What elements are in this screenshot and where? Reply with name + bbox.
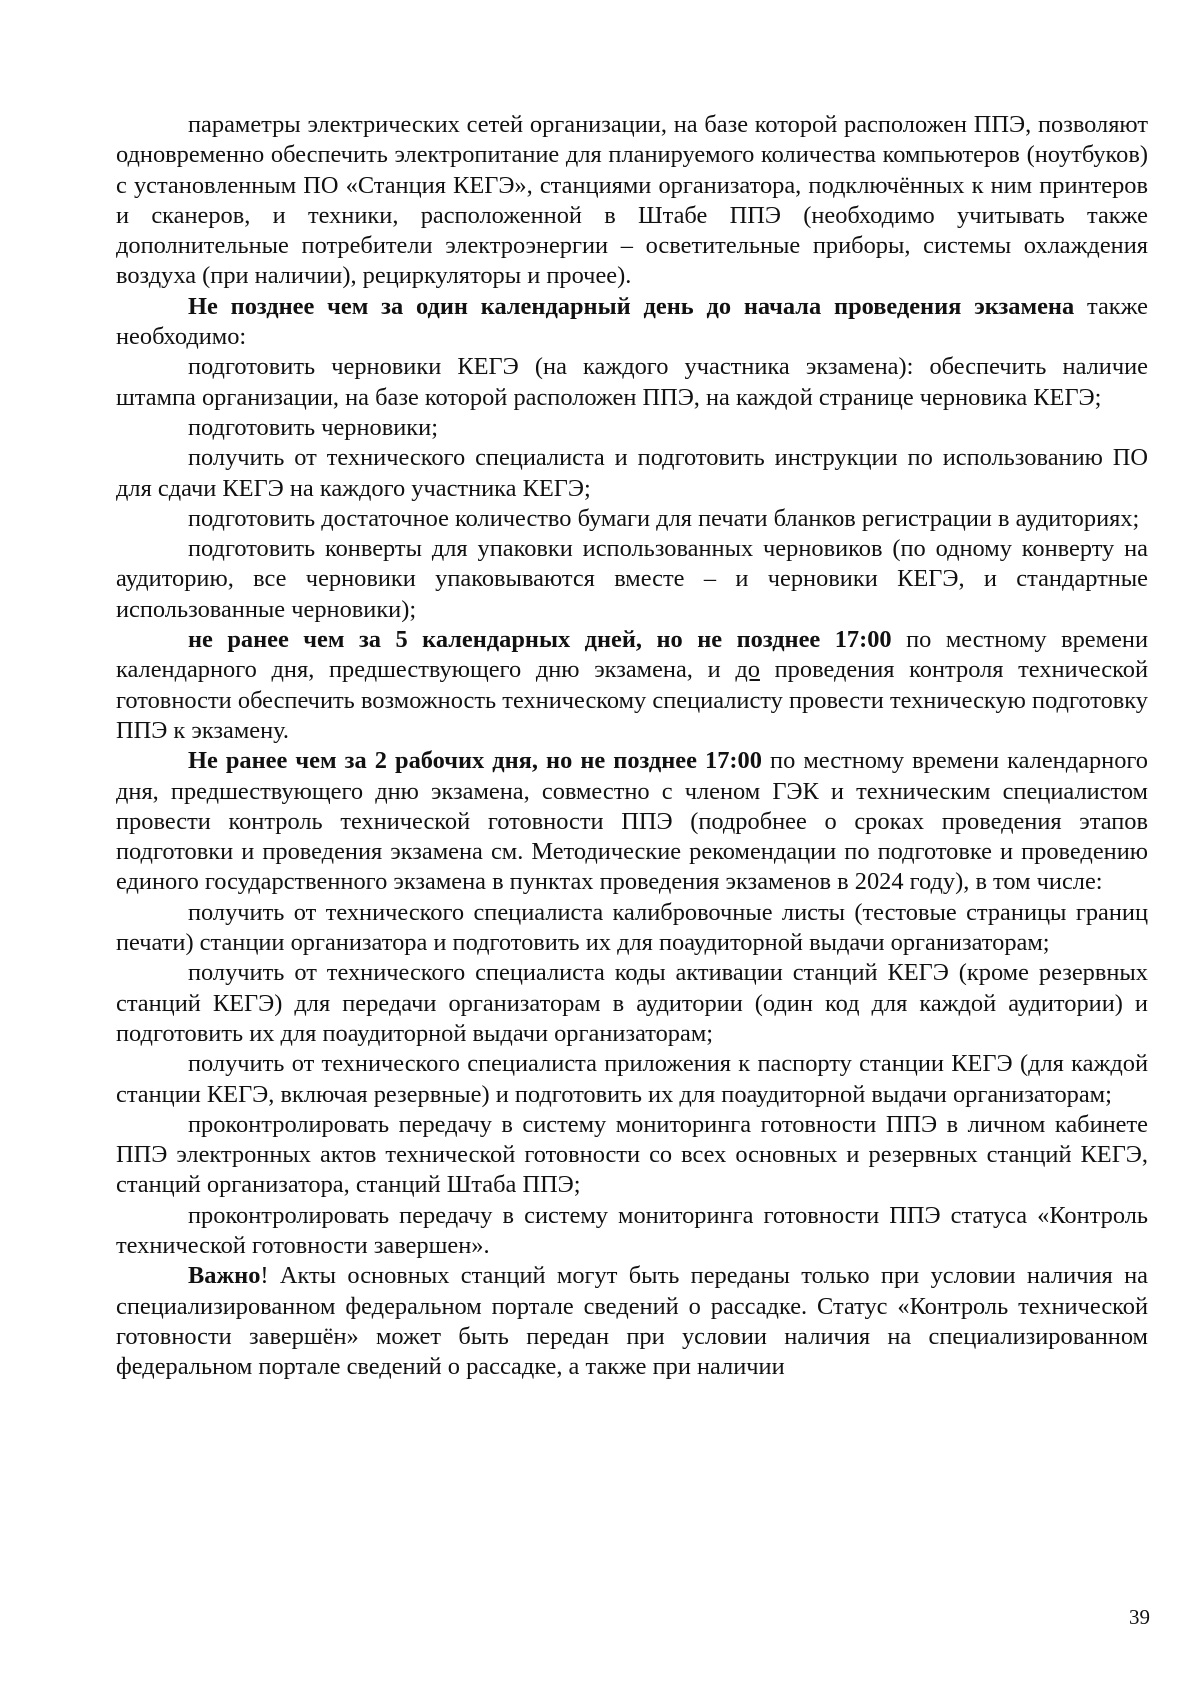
page-number: 39 <box>1129 1605 1150 1629</box>
paragraph-text: подготовить черновики; <box>188 413 438 441</box>
list-item-passport-appendices <box>116 1049 1148 1110</box>
paragraph-one-day-before <box>116 292 1148 353</box>
list-item-instructions <box>116 443 1148 504</box>
paragraph-text: получить от технического специалиста калибровочные листы (тестовые страницы границ печати) станции организатора и подготовить их для поаудиторной выдачи организаторам; <box>116 898 1148 957</box>
list-item-calibration-sheets <box>116 898 1148 959</box>
list-item-paper <box>116 504 1148 534</box>
list-item-electronic-acts <box>116 1110 1148 1201</box>
list-item-drafts <box>116 413 1148 443</box>
paragraph-text: по местному времени календарного дня, предшествующего дню экзамена, совместно с членом ГЭК и техническим специалистом провести контроль технической готовности ППЭ (подробнее о сроках проведения этапов подготовки и проведения экзамена см. Методические рекомендации по подготовке и проведению единого государственного экзамена в пунктах проведения экзаменов в 2024 году), в том числе: <box>116 747 1149 896</box>
paragraph-bold-lead: Важно <box>188 1262 261 1290</box>
paragraph-text: подготовить достаточное количество бумаги для печати бланков регистрации в аудиториях; <box>188 504 1140 532</box>
paragraph-text: получить от технического специалиста коды активации станций КЕГЭ (кроме резервных станций КЕГЭ) для передачи организаторам в аудитории (один код для каждой аудитории) и подготовить их для поаудиторной выдачи организаторам; <box>116 959 1148 1047</box>
paragraph-text: проведения контроля технической готовности обеспечить возможность техническому специалисту провести техническую подготовку ППЭ к экзамену. <box>116 656 1148 744</box>
paragraph-important <box>116 1261 1148 1382</box>
paragraph-two-days-before <box>116 746 1148 897</box>
paragraph-text: подготовить конверты для упаковки использованных черновиков (по одному конверту на аудиторию, все черновики упаковываются вместе – и черновики КЕГЭ, и стандартные использованные черновики); <box>116 535 1148 623</box>
list-item-envelopes <box>116 534 1148 625</box>
paragraph-text: по местному времени календарного дня, предшествующего дню экзамена, и <box>116 626 1148 684</box>
paragraph-text: проконтролировать передачу в систему мониторинга готовности ППЭ в личном кабинете ППЭ электронных актов технической готовности со всех основных и резервных станций КЕГЭ, станций организатора, станций Штаба ППЭ; <box>116 1110 1148 1199</box>
document-body <box>116 110 1148 1382</box>
paragraph-power-requirements <box>116 110 1148 292</box>
paragraph-text: параметры электрических сетей организации, на базе которой расположен ППЭ, позволяют одновременно обеспечить электропитание для планируемого количества компьютеров (ноутбуков) с установленным ПО «Станция КЕГЭ», станциями организатора, подключённых к ним принтеров и сканеров, и техники, расположенной в Штабе ППЭ (необходимо учитывать также дополнительные потребители электроэнергии – осветительные приборы, системы охлаждения воздуха (при наличии), рециркуляторы и прочее). <box>116 111 1148 290</box>
paragraph-text: получить от технического специалиста и подготовить инструкции по использованию ПО для сдачи КЕГЭ на каждого участника КЕГЭ; <box>116 444 1148 502</box>
paragraph-text: ! Акты основных станций могут быть переданы только при условии наличия на специализированном федеральном портале сведений о рассадке. Статус «Контроль технической готовности завершён» может быть передан при условии наличия на специализированном федеральном портале сведений о рассадке, а также при наличии <box>116 1262 1148 1381</box>
paragraph-text: проконтролировать передачу в систему мониторинга готовности ППЭ статуса «Контроль технической готовности завершен». <box>116 1201 1148 1259</box>
paragraph-text: получить от технического специалиста приложения к паспорту станции КЕГЭ (для каждой станции КЕГЭ, включая резервные) и подготовить их для поаудиторной выдачи организаторам; <box>116 1050 1148 1108</box>
paragraph-five-days-before <box>116 625 1148 746</box>
list-item-status-transfer <box>116 1201 1148 1262</box>
list-item-kege-drafts <box>116 352 1148 413</box>
paragraph-bold-lead: Не позднее чем за один календарный день до начала проведения экзамена <box>188 292 1075 320</box>
paragraph-bold-lead: не ранее чем за 5 календарных дней, но не позднее 17:00 <box>188 626 892 654</box>
paragraph-text: также необходимо: <box>116 292 1149 351</box>
list-item-activation-codes <box>116 958 1148 1049</box>
underlined-word: до <box>735 656 760 684</box>
paragraph-text: подготовить черновики КЕГЭ (на каждого участника экзамена): обеспечить наличие штампа организации, на базе которой расположен ППЭ, на каждой странице черновика КЕГЭ; <box>116 353 1148 411</box>
paragraph-bold-lead: Не ранее чем за 2 рабочих дня, но не позднее 17:00 <box>188 747 762 775</box>
